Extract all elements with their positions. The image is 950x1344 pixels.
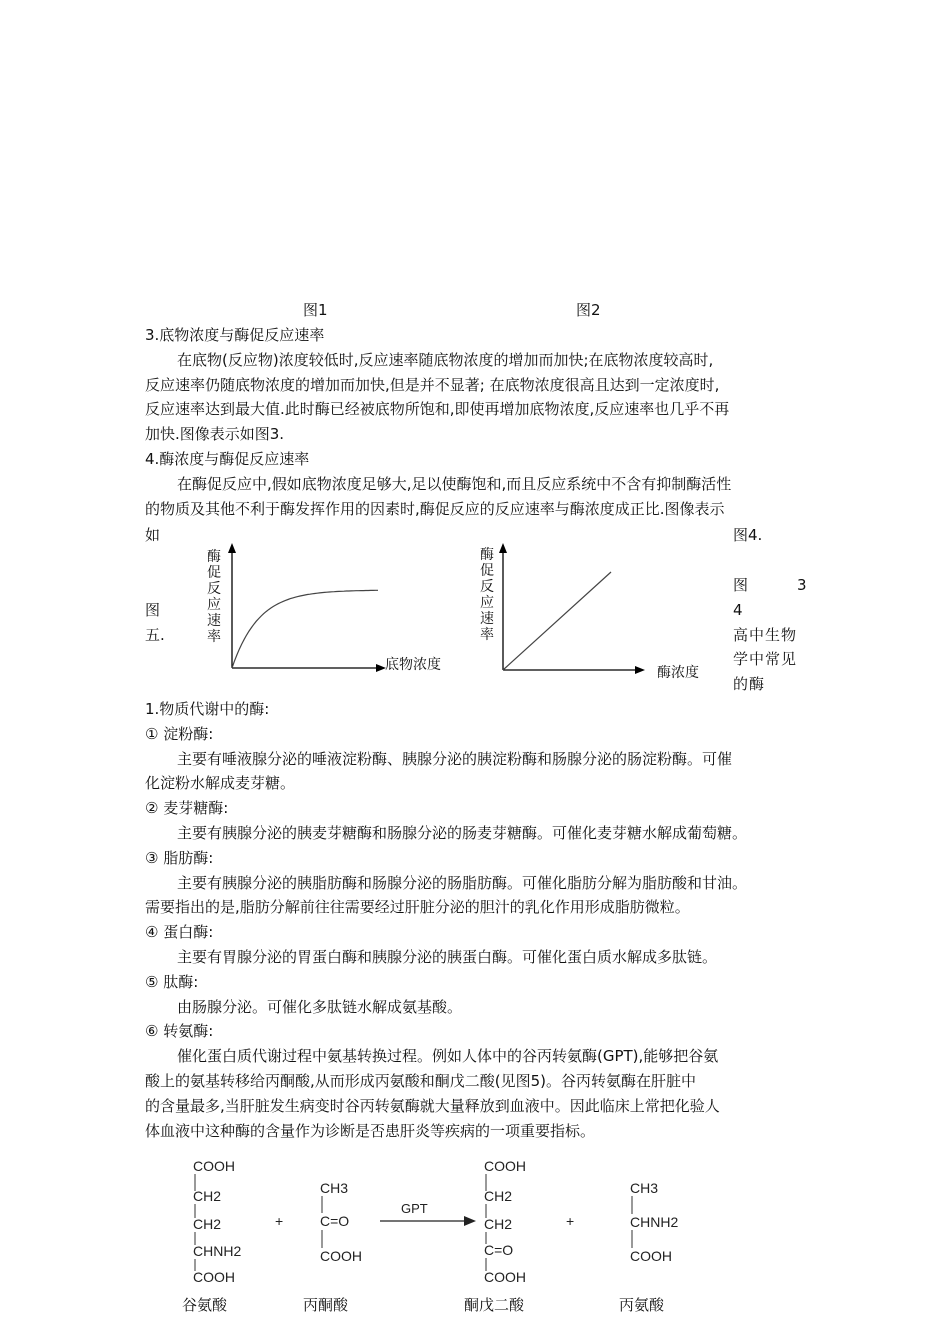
enzyme-title: ② 麦芽糖酶: <box>145 799 229 817</box>
section-4-body <box>145 472 810 521</box>
enzyme-line: 化淀粉水解成麦芽糖。 <box>145 774 296 792</box>
enzyme-title: ③ 脂肪酶: <box>145 849 214 867</box>
ketoglutarate-row: CH2 <box>484 1188 513 1204</box>
chart-4-xlabel: 酶浓度 <box>657 665 699 681</box>
section-3-line: 在底物(反应物)浓度较低时,反应速率随底物浓度的增加而加快;在底物浓度较高时, <box>177 351 714 369</box>
chart-3-y-arrow <box>228 543 236 553</box>
chart-4-y-arrow <box>499 543 507 553</box>
alanine-name: 丙氨酸 <box>619 1296 665 1314</box>
pyruvate-row: CH3 <box>320 1180 349 1196</box>
chart-4-ylabel: 酶促反应速率 <box>480 547 494 643</box>
glutamate-row: CH2 <box>193 1216 222 1232</box>
glutamate-bonds <box>190 1172 200 1292</box>
figure-34-label-c: 4 <box>733 601 743 619</box>
ketoglutarate-row: C=O <box>484 1242 514 1258</box>
section-3-heading: 3.底物浓度与酶促反应速率 <box>145 326 325 344</box>
alanine-row: COOH <box>630 1248 672 1264</box>
enzyme-title: ⑤ 肽酶: <box>145 973 199 991</box>
figure-5-label-a: 图 <box>145 601 161 619</box>
glutamate-row: COOH <box>193 1158 235 1174</box>
pyruvate-name: 丙酮酸 <box>303 1296 349 1314</box>
section-3-line: 反应速率仍随底物浓度的增加而加快,但是并不显著; 在底物浓度很高且达到一定浓度时, <box>145 375 720 394</box>
glutamate-row: CHNH2 <box>193 1243 242 1259</box>
enzyme-title: ⑥ 转氨酶: <box>145 1022 214 1040</box>
gpt-label: GPT <box>401 1201 428 1216</box>
glutamate-row: COOH <box>193 1269 235 1285</box>
ketoglutarate-row: CH2 <box>484 1216 513 1232</box>
section-3-line: 反应速率达到最大值.此时酶已经被底物所饱和,即使再增加底物浓度,反应速率也几乎不再 <box>145 400 730 419</box>
alanine-row: CHNH2 <box>630 1214 679 1230</box>
chart-4-line <box>503 572 611 670</box>
glutamate-row: CH2 <box>193 1188 222 1204</box>
plus-sign: + <box>275 1213 284 1229</box>
figure-4-ref: 图4. <box>733 526 763 544</box>
enzyme-line: 主要有胃腺分泌的胃蛋白酶和胰腺分泌的胰蛋白酶。可催化蛋白质水解成多肽链。 <box>177 948 718 966</box>
plus-sign: + <box>566 1213 575 1229</box>
pyruvate-row: COOH <box>320 1248 362 1264</box>
pyruvate-bonds <box>317 1194 327 1274</box>
section-title-line: 学中常见 <box>733 650 798 668</box>
enzyme-line: 催化蛋白质代谢过程中氨基转换过程。例如人体中的谷丙转氨酶(GPT),能够把谷氨 <box>177 1047 719 1065</box>
alanine-row: CH3 <box>630 1180 659 1196</box>
alanine-bonds <box>627 1194 637 1274</box>
ketoglutarate-row: COOH <box>484 1158 526 1174</box>
pyruvate-row: C=O <box>320 1213 350 1229</box>
enzyme-line: 由肠腺分泌。可催化多肽链水解成氨基酸。 <box>177 998 463 1016</box>
chart-3-curve <box>232 590 378 668</box>
chart-3-xlabel: 底物浓度 <box>385 657 441 673</box>
section-4-line: 在酶促反应中,假如底物浓度足够大,足以使酶饱和,而且反应系统中不含有抑制酶活性 <box>177 475 732 493</box>
ketoglutarate-row: COOH <box>484 1269 526 1285</box>
section-4-line: 的物质及其他不利于酶发挥作用的因素时,酶促反应的反应速率与酶浓度成正比.图像表示 <box>145 499 725 518</box>
section-title-line: 高中生物 <box>733 626 798 644</box>
chart-4 <box>490 540 670 690</box>
figure-1-label: 图1 <box>303 301 328 319</box>
enzyme-line: 主要有胰腺分泌的胰脂肪酶和肠腺分泌的肠脂肪酶。可催化脂肪分解为脂肪酸和甘油。 <box>177 874 748 892</box>
enzyme-line: 主要有唾液腺分泌的唾液淀粉酶、胰腺分泌的胰淀粉酶和肠腺分泌的肠淀粉酶。可催 <box>177 750 733 768</box>
enzyme-title: ④ 蛋白酶: <box>145 923 214 941</box>
chart-3-ylabel: 酶促反应速率 <box>207 549 221 645</box>
section-4-ru: 如 <box>145 526 161 544</box>
section-3-body <box>145 348 810 446</box>
chart-4-x-arrow <box>635 666 645 674</box>
section-title-line: 的酶 <box>733 675 766 693</box>
enzymes-heading: 1.物质代谢中的酶: <box>145 700 270 718</box>
figure-34-label-b: 3 <box>797 576 807 594</box>
glutamate-name: 谷氨酸 <box>182 1296 228 1314</box>
ketoglutarate-bonds <box>481 1172 491 1292</box>
section-4-heading: 4.酶浓度与酶促反应速率 <box>145 450 310 468</box>
enzyme-line: 主要有胰腺分泌的胰麦芽糖酶和肠腺分泌的肠麦芽糖酶。可催化麦芽糖水解成葡萄糖。 <box>177 824 748 842</box>
enzyme-line: 酸上的氨基转移给丙酮酸,从而形成丙氨酸和酮戊二酸(见图5)。谷丙转氨酶在肝脏中 <box>145 1072 697 1090</box>
reaction-arrow <box>380 1213 480 1229</box>
enzyme-line: 体血液中这种酶的含量作为诊断是否患肝炎等疾病的一项重要指标。 <box>145 1122 596 1140</box>
ketoglutarate-name: 酮戊二酸 <box>464 1296 525 1314</box>
figure-2-label: 图2 <box>576 301 601 319</box>
section-3-line: 加快.图像表示如图3. <box>145 424 285 443</box>
enzyme-line: 需要指出的是,脂肪分解前往往需要经过肝脏分泌的胆汁的乳化作用形成脂肪微粒。 <box>145 898 690 916</box>
enzyme-line: 的含量最多,当肝脏发生病变时谷丙转氨酶就大量释放到血液中。因此临床上常把化验人 <box>145 1097 720 1115</box>
figure-5-label-b: 五. <box>145 626 165 644</box>
enzyme-title: ① 淀粉酶: <box>145 725 214 743</box>
figure-34-label-a: 图 <box>733 576 749 594</box>
